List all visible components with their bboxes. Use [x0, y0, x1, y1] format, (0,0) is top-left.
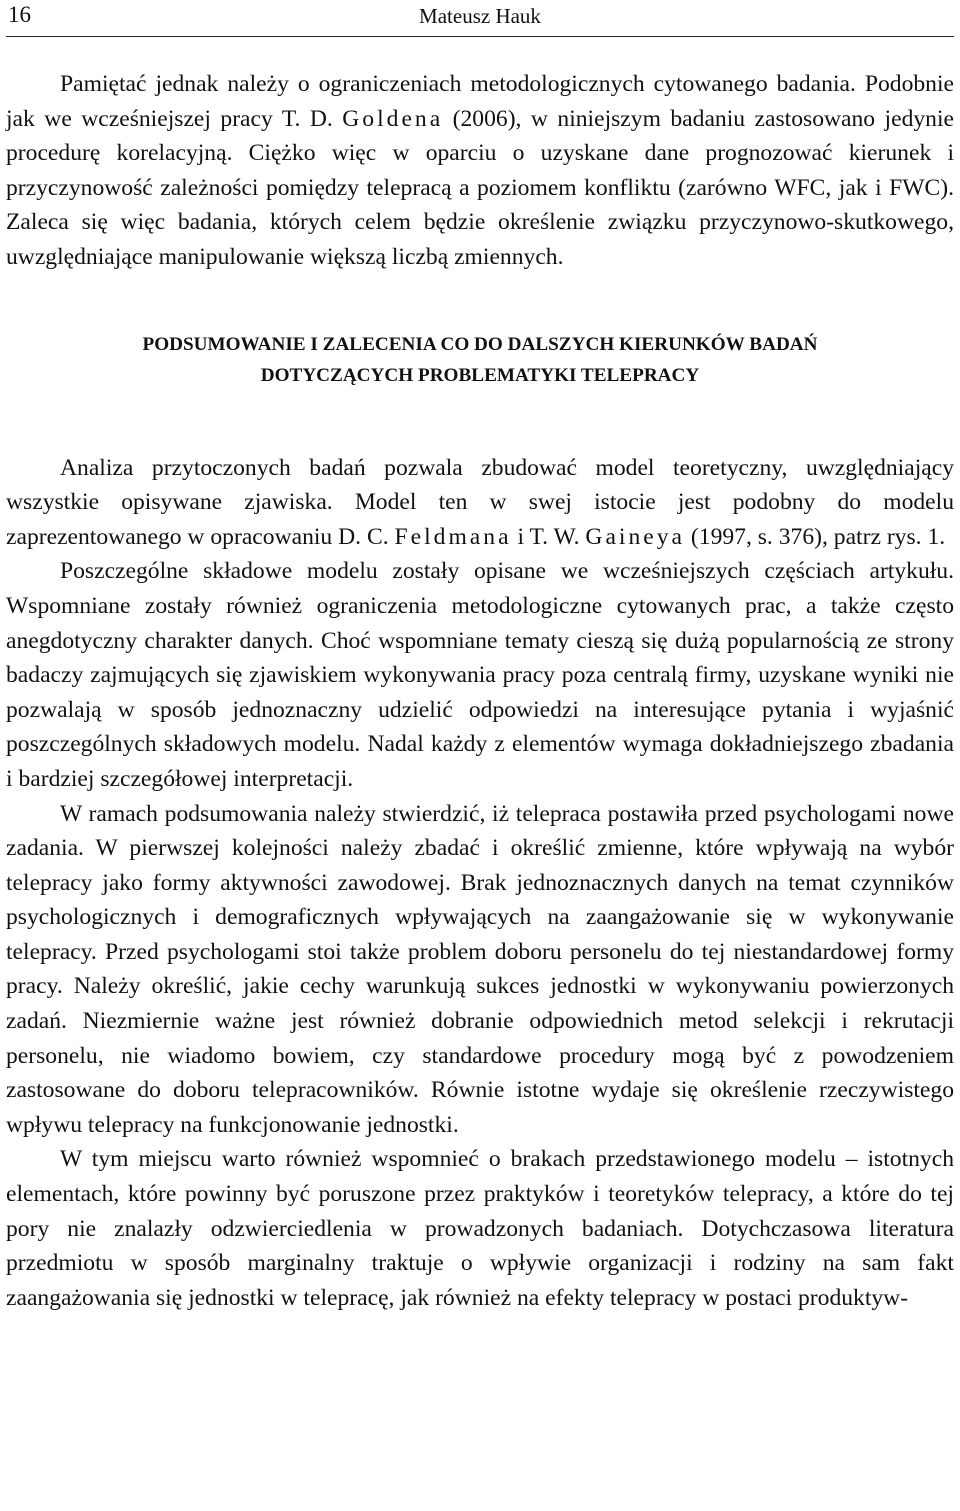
paragraph [6, 451, 954, 555]
section-summary [6, 451, 954, 1316]
paragraph-text: (2006), w niniejszym badaniu zastosowano jedynie procedurę korelacyjną. Ciężko więc w oparciu o uzyskane dane prognozować kierunek i przyczynowość zależności pomiędzy telepracą a poziomem konfliktu (zarówno WFC, jak i FWC). Zaleca się więc badania, których celem będzie określenie związku przyczynowo-skutkowego, uwzględniające manipulowanie większą liczbą zmiennych. [6, 105, 954, 270]
section-heading-line: PODSUMOWANIE I ZALECENIA CO DO DALSZYCH KIERUNKÓW BADAŃ [142, 333, 818, 355]
section-intro [6, 67, 954, 275]
running-author: Mateusz Hauk [419, 4, 541, 28]
running-header [6, 0, 954, 37]
paragraph: Poszczególne składowe modelu zostały opisane we wcześniejszych częściach artykułu. Wspomniane zostały również ograniczenia metodologiczne cytowanych prac, a także często anegdotyczny charakter danych. Choć wspomniane tematy cieszą się dużą popularnością ze strony badaczy zajmujących się zjawiskiem wykonywania pracy poza centralą firmy, uzyskane wyniki nie pozwalają w sposób jednoznaczny udzielić odpowiedzi na interesujące pytania i wyjaśnić poszczególnych składowych modelu. Nadal każdy z elementów wymaga dokładniejszego zbadania i bardziej szczegółowej interpretacji. [6, 558, 954, 792]
cited-author-name: Feldmana [394, 523, 512, 550]
paragraph: W ramach podsumowania należy stwierdzić, iż telepraca postawiła przed psychologami nowe zadania. W pierwszej kolejności należy zbadać i określić zmienne, które wpływają na wybór telepracy jako formy aktywności zawodowej. Brak jednoznacznych danych na temat czynników psychologicznych i demograficznych wpływających na zaangażowanie się w wykonywanie telepracy. Przed psychologami stoi także problem doboru personelu do tej niestandardowej formy pracy. Należy określić, jakie cechy warunkują sukces jednostki w wykonywaniu powierzonych zadań. Niezmiernie ważne jest również dobranie odpowiednich metod selekcji i rekrutacji personelu, nie wiadomo bowiem, czy standardowe procedury mogą być z powodzeniem zastosowane do doboru telepracowników. Równie istotne wydaje się określenie rzeczywistego wpływu telepracy na funkcjonowanie jednostki. [6, 800, 954, 1138]
section-heading [6, 329, 954, 391]
cited-author-name: Goldena [342, 105, 444, 132]
cited-author-name: Gaineya [585, 523, 686, 550]
paragraph-text: Analiza przytoczonych badań pozwala zbudować model teoretyczny, uwzględniający wszystkie opisywane zjawiska. Model ten w swej istocie jest podobny do modelu zaprezentowanego w opracowaniu D. C. [6, 454, 954, 550]
section-heading-line: DOTYCZĄCYCH PROBLEMATYKI TELEPRACY [260, 364, 700, 386]
page-number: 16 [8, 2, 31, 27]
paragraph: W tym miejscu warto również wspomnieć o brakach przedstawionego modelu – istotnych elementach, które powinny być poruszone przez praktyków i teoretyków telepracy, a które do tej pory nie znalazły odzwierciedlenia w prowadzonych badaniach. Dotychczasowa literatura przedmiotu w sposób marginalny traktuje o wpływie organizacji i rodziny na sam fakt zaangażowania się jednostki w telepracę, jak również na efekty telepracy w postaci produktyw- [6, 1146, 954, 1311]
paragraph-text: Pamiętać jednak należy o ograniczeniach metodologicznych cytowanego badania. Podobnie jak we wcześniejszej pracy T. D. [6, 71, 954, 132]
paragraph-text: (1997, s. 376), patrz rys. 1. [685, 523, 946, 550]
paragraph-text: i T. W. [511, 523, 586, 550]
paragraph [6, 67, 954, 275]
